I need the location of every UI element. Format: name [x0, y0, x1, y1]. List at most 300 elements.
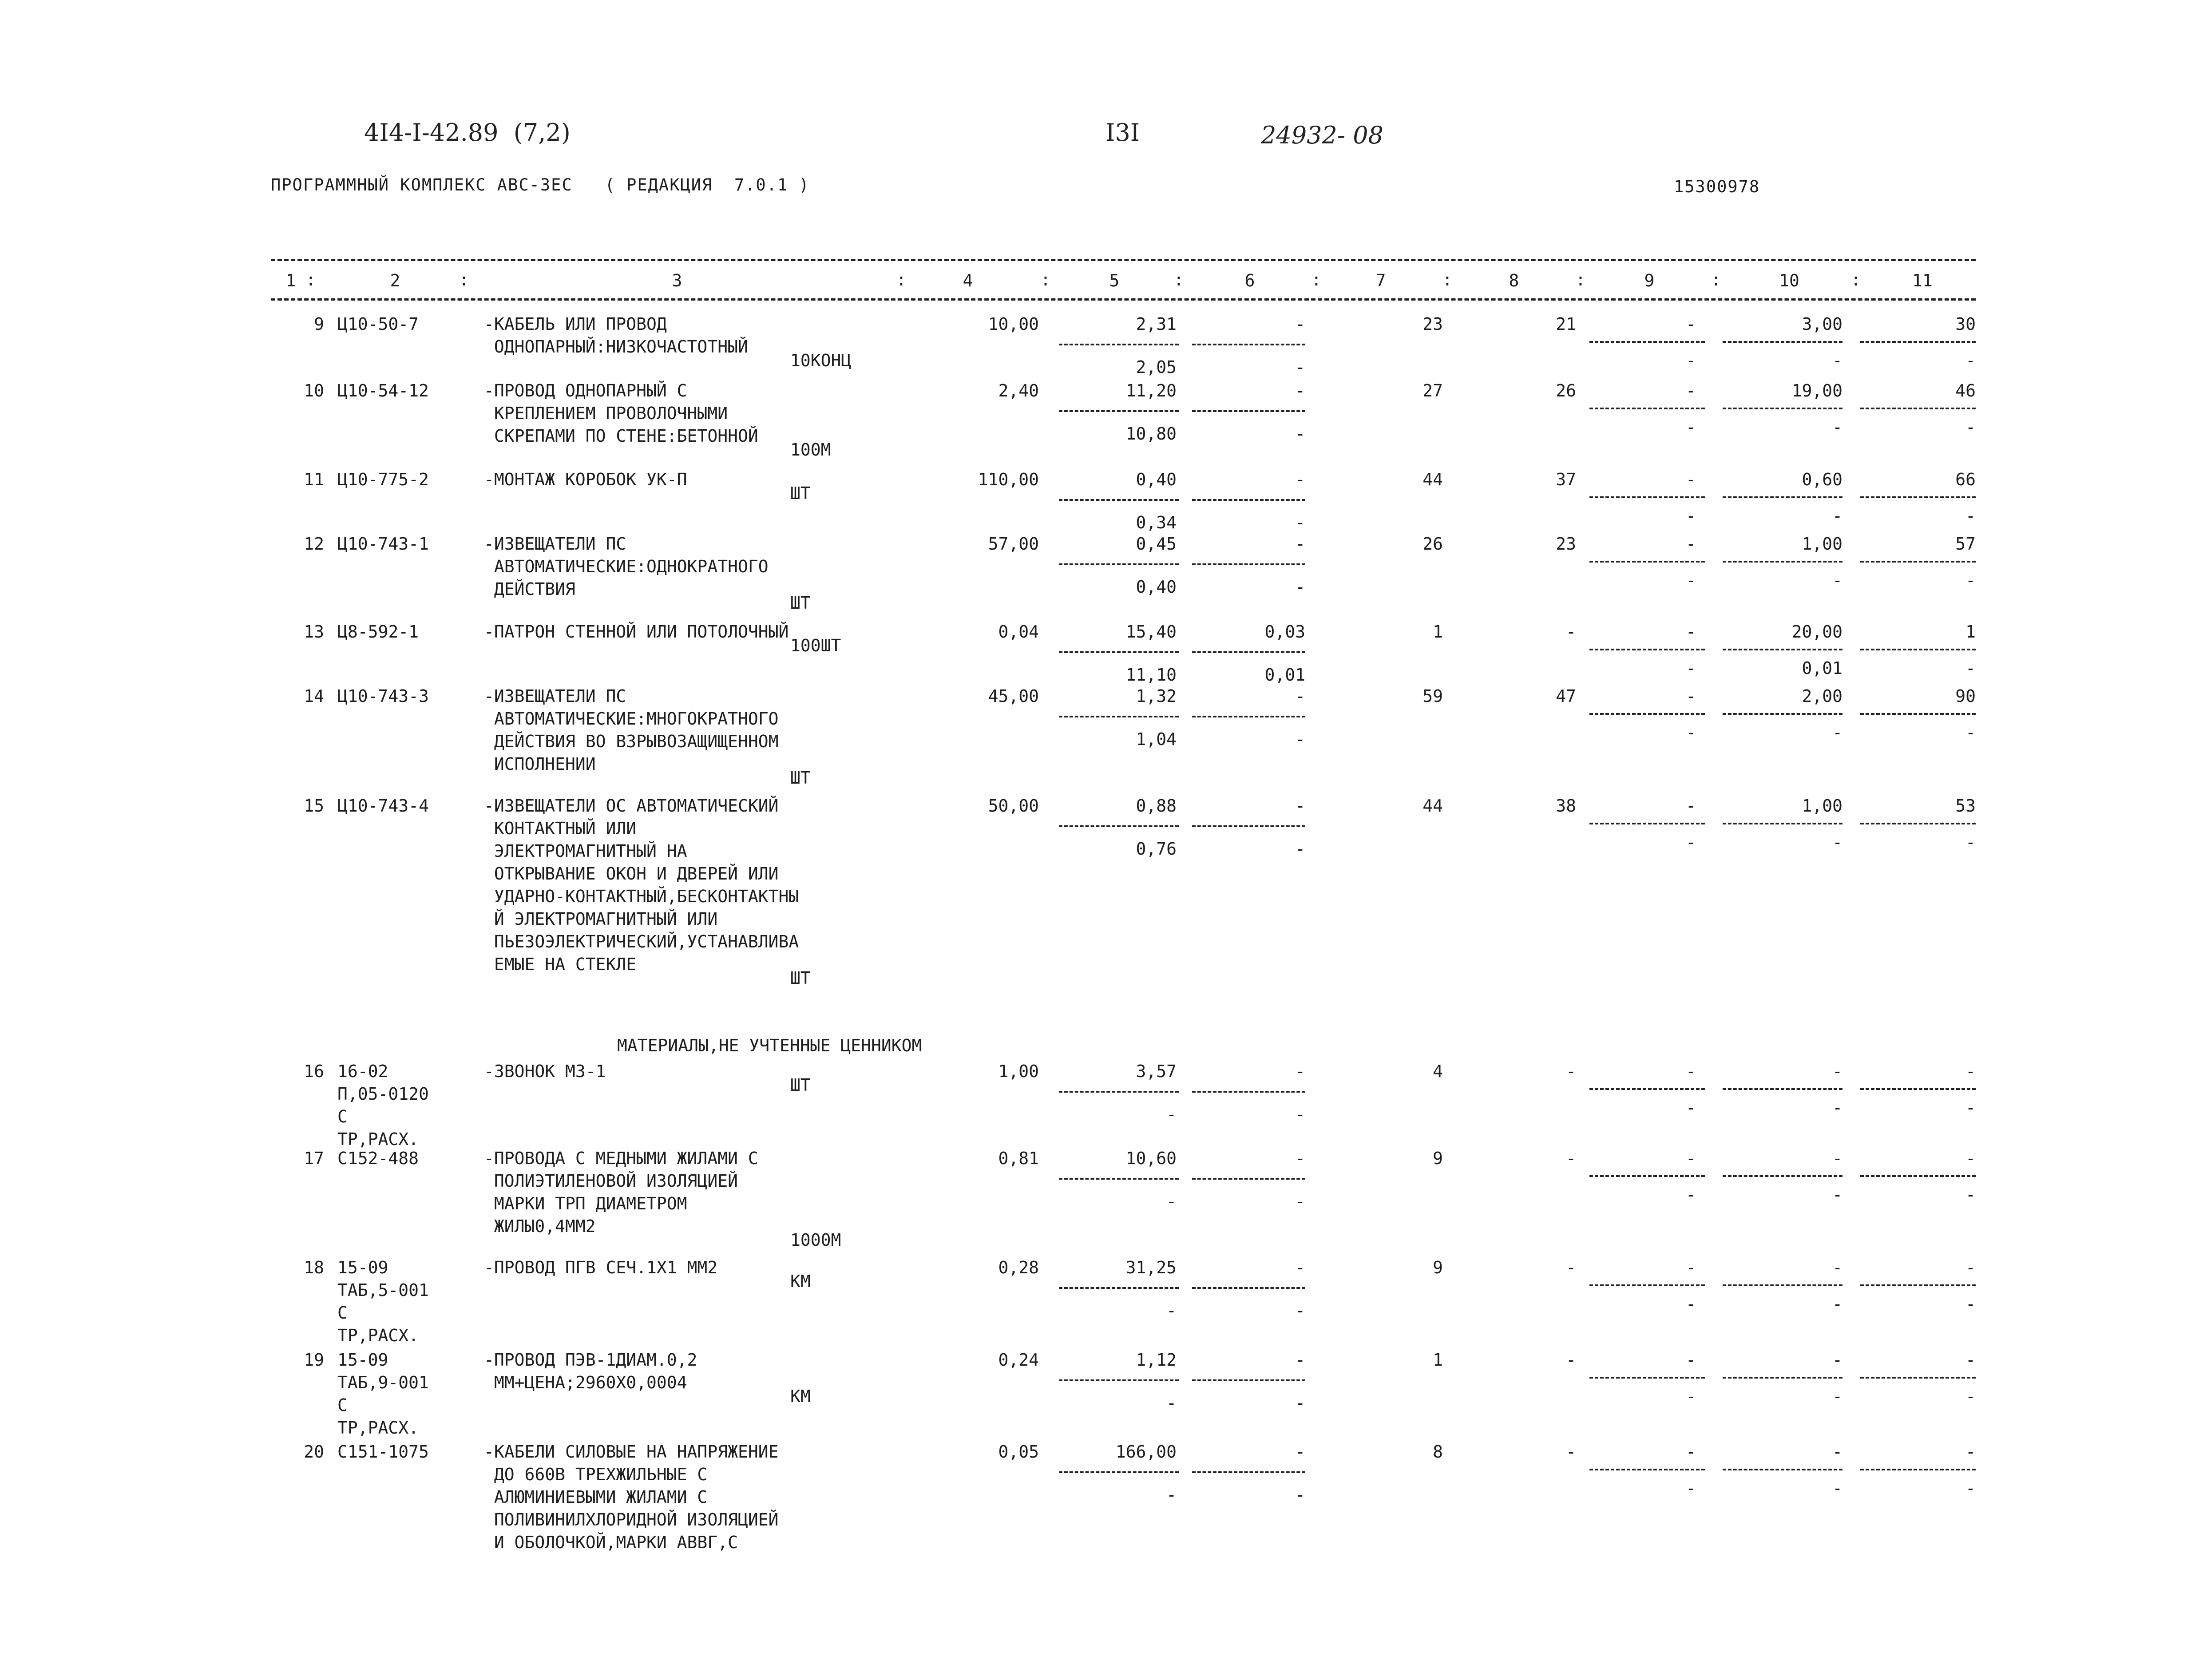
labor-total-machine: -	[1965, 1478, 1976, 1498]
subtotal-rule	[1589, 1377, 1705, 1379]
subtotal-rule	[1589, 1469, 1705, 1470]
labor-per-unit-machine: -	[1832, 1185, 1842, 1205]
subtotal-rule	[1059, 651, 1179, 653]
unit-cost-machine: -	[1295, 1149, 1305, 1168]
labor-per-unit: 0,60	[1802, 470, 1842, 489]
quantity: 10,00	[988, 314, 1039, 334]
price-code: ТАБ,5-001	[337, 1280, 429, 1300]
unit-cost-machine: -	[1295, 1258, 1305, 1277]
item-description: -ИЗВЕЩАТЕЛИ ОС АВТОМАТИЧЕСКИЙ	[484, 796, 779, 816]
item-description: ПОЛИВИНИЛХЛОРИДНОЙ ИЗОЛЯЦИЕЙ	[484, 1510, 779, 1529]
item-description: -ПРОВОД ПЭВ-1ДИАМ.0,2	[484, 1350, 697, 1370]
document-code: 4I4-I-42.89 (7,2)	[364, 119, 571, 147]
subtotal-rule	[1723, 496, 1842, 498]
total-machine: -	[1686, 381, 1696, 400]
labor-per-unit: -	[1832, 1149, 1842, 1168]
subtotal-rule	[1589, 496, 1705, 498]
subtotal-rule	[1059, 1471, 1179, 1473]
labor-total: 30	[1955, 314, 1976, 334]
row-number: 13	[304, 622, 324, 642]
item-description: КОНТАКТНЫЙ ИЛИ	[484, 819, 637, 838]
unit-cost-wage: 0,76	[1136, 839, 1177, 859]
unit: КМ	[790, 1387, 811, 1406]
labor-per-unit: 3,00	[1802, 314, 1842, 334]
unit-cost-machine: -	[1295, 1350, 1305, 1370]
labor-per-unit-machine: -	[1832, 506, 1842, 526]
item-description: ЖИЛЫ0,4ММ2	[484, 1216, 596, 1236]
labor-per-unit-machine: 0,01	[1802, 658, 1842, 678]
unit-cost-machine: -	[1295, 314, 1305, 334]
item-description: -КАБЕЛЬ ИЛИ ПРОВОД	[484, 314, 667, 334]
labor-per-unit-machine: -	[1832, 1098, 1842, 1117]
row-number: 9	[314, 314, 324, 334]
total-wage: -	[1566, 1350, 1576, 1370]
labor-total-machine: -	[1965, 1387, 1976, 1406]
subtotal-rule	[1589, 408, 1705, 409]
labor-total-machine: -	[1965, 571, 1976, 590]
price-code: 15-09	[337, 1258, 388, 1277]
subtotal-rule	[1723, 1175, 1842, 1177]
price-code: 15-09	[337, 1350, 388, 1370]
labor-total: 66	[1955, 470, 1976, 489]
labor-total: -	[1965, 1350, 1976, 1370]
column-separator: :	[1173, 270, 1184, 289]
total-wage: 47	[1556, 686, 1576, 706]
quantity: 0,05	[998, 1442, 1039, 1462]
subtotal-rule	[1723, 823, 1842, 824]
subtotal-rule	[1860, 1377, 1976, 1379]
total-cost: 1	[1433, 622, 1443, 642]
unit-cost-wage: 2,05	[1136, 357, 1177, 377]
unit-cost-wage: 0,34	[1136, 513, 1177, 532]
price-code: Ц10-743-1	[337, 534, 429, 554]
price-code: Ц8-592-1	[337, 622, 419, 642]
unit-cost-machine-wage: 0,01	[1264, 665, 1305, 685]
subtotal-rule	[1059, 1379, 1179, 1381]
subtotal-rule	[1192, 825, 1305, 827]
labor-per-unit: 2,00	[1802, 686, 1842, 706]
row-number: 10	[304, 381, 324, 400]
subtotal-rule	[1860, 649, 1976, 650]
unit-cost-machine: -	[1295, 1062, 1305, 1081]
total-wage: 38	[1556, 796, 1576, 816]
total-cost: 26	[1422, 534, 1443, 554]
column-separator: :	[1711, 270, 1721, 289]
subtotal-rule	[1860, 713, 1976, 715]
item-description: ОДНОПАРНЫЙ:НИЗКОЧАСТОТНЫЙ	[484, 337, 748, 357]
total-machine: -	[1686, 1149, 1696, 1168]
labor-total-machine: -	[1965, 417, 1976, 437]
total-wage: 23	[1556, 534, 1576, 554]
item-description: АВТОМАТИЧЕСКИЕ:МНОГОКРАТНОГО	[484, 709, 779, 729]
column-separator: :	[1040, 270, 1051, 289]
column-separator: :	[1311, 270, 1322, 289]
price-code: С151-1075	[337, 1442, 429, 1462]
total-wage: -	[1566, 1258, 1576, 1277]
unit-cost-total: 2,31	[1136, 314, 1177, 334]
subtotal-rule	[1192, 651, 1305, 653]
item-description: -ИЗВЕЩАТЕЛИ ПС	[484, 686, 626, 706]
subtotal-rule	[1860, 496, 1976, 498]
unit-cost-wage: -	[1166, 1485, 1177, 1505]
item-description: ИСПОЛНЕНИИ	[484, 754, 596, 774]
quantity: 0,81	[998, 1149, 1039, 1168]
item-description: -КАБЕЛИ СИЛОВЫЕ НА НАПРЯЖЕНИЕ	[484, 1442, 779, 1462]
row-number: 14	[304, 686, 324, 706]
total-machine-wage: -	[1686, 571, 1696, 590]
price-code: Ц10-743-4	[337, 796, 429, 816]
item-description: УДАРНО-КОНТАКТНЫЙ,БЕСКОНТАКТНЫ	[484, 887, 799, 906]
labor-per-unit-machine: -	[1832, 1387, 1842, 1406]
subtotal-rule	[1589, 713, 1705, 715]
total-cost: 9	[1433, 1149, 1443, 1168]
item-description: -ПАТРОН СТЕННОЙ ИЛИ ПОТОЛОЧНЫЙ	[484, 622, 789, 642]
total-wage: -	[1566, 1149, 1576, 1168]
unit-cost-wage: -	[1166, 1393, 1177, 1413]
labor-total-machine: -	[1965, 1185, 1976, 1205]
labor-total-machine: -	[1965, 506, 1976, 526]
labor-total-machine: -	[1965, 351, 1976, 370]
subtotal-rule	[1723, 1088, 1842, 1090]
labor-total: 1	[1965, 622, 1976, 642]
item-description: Й ЭЛЕКТРОМАГНИТНЫЙ ИЛИ	[484, 909, 718, 929]
item-description: ДЕЙСТВИЯ ВО ВЗРЫВОЗАЩИЩЕННОМ	[484, 732, 779, 751]
labor-total-machine: -	[1965, 723, 1976, 742]
subtotal-rule	[1059, 716, 1179, 717]
column-header-3: 3	[672, 271, 682, 290]
unit: ШТ	[790, 483, 811, 503]
price-code: П,05-0120	[337, 1084, 429, 1104]
subtotal-rule	[1589, 649, 1705, 650]
item-description: ОТКРЫВАНИЕ ОКОН И ДВЕРЕЙ ИЛИ	[484, 864, 779, 884]
total-machine: -	[1686, 1258, 1696, 1277]
subtotal-rule	[1589, 823, 1705, 824]
labor-total: 57	[1955, 534, 1976, 554]
total-cost: 27	[1422, 381, 1443, 400]
labor-per-unit: 1,00	[1802, 796, 1842, 816]
subtotal-rule	[1059, 1091, 1179, 1093]
quantity: 2,40	[998, 381, 1039, 400]
quantity: 45,00	[988, 686, 1039, 706]
subtotal-rule	[1192, 716, 1305, 717]
price-code: С	[337, 1303, 348, 1323]
unit-cost-wage: -	[1166, 1301, 1177, 1320]
unit-cost-total: 1,12	[1136, 1350, 1177, 1370]
quantity: 110,00	[978, 470, 1039, 489]
subtotal-rule	[1723, 1469, 1842, 1470]
subtotal-rule	[1723, 341, 1842, 343]
quantity: 1,00	[998, 1062, 1039, 1081]
total-machine: -	[1686, 1442, 1696, 1462]
item-description: АВТОМАТИЧЕСКИЕ:ОДНОКРАТНОГО	[484, 557, 769, 576]
item-description: СКРЕПАМИ ПО СТЕНЕ:БЕТОННОЙ	[484, 426, 758, 446]
total-cost: 8	[1433, 1442, 1443, 1462]
column-header-9: 9	[1644, 271, 1655, 290]
labor-total: 53	[1955, 796, 1976, 816]
total-cost: 59	[1422, 686, 1443, 706]
labor-per-unit-machine: -	[1832, 1478, 1842, 1498]
item-description: -МОНТАЖ КОРОБОК УК-П	[484, 470, 687, 489]
total-machine: -	[1686, 470, 1696, 489]
column-separator: :	[459, 270, 469, 289]
labor-total-machine: -	[1965, 1294, 1976, 1314]
unit-cost-machine-wage: -	[1295, 1301, 1305, 1320]
subtotal-rule	[1860, 408, 1976, 409]
unit: 100ШТ	[790, 636, 841, 655]
subtotal-rule	[1059, 499, 1179, 501]
subtotal-rule	[1860, 823, 1976, 824]
subtotal-rule	[1192, 1379, 1305, 1381]
item-description: -ЗВОНОК МЗ-1	[484, 1062, 606, 1081]
price-code: ТР,РАСХ.	[337, 1418, 419, 1438]
labor-per-unit: -	[1832, 1062, 1842, 1081]
subtotal-rule	[1192, 344, 1305, 345]
subtotal-rule	[1192, 1091, 1305, 1093]
unit-cost-total: 10,60	[1125, 1149, 1177, 1168]
labor-per-unit-machine: -	[1832, 723, 1842, 742]
total-machine-wage: -	[1686, 1387, 1696, 1406]
price-code: С	[337, 1107, 348, 1126]
price-code: Ц10-775-2	[337, 470, 429, 489]
unit-cost-machine-wage: -	[1295, 1192, 1305, 1211]
subtotal-rule	[1192, 1178, 1305, 1180]
unit-cost-total: 11,20	[1125, 381, 1177, 400]
subtotal-rule	[1192, 1287, 1305, 1289]
price-code: ТР,РАСХ.	[337, 1326, 419, 1345]
subtotal-rule	[1723, 1284, 1842, 1286]
row-number: 11	[304, 470, 324, 489]
total-wage: 37	[1556, 470, 1576, 489]
total-cost: 4	[1433, 1062, 1443, 1081]
subtotal-rule	[1860, 1284, 1976, 1286]
subtotal-rule	[1589, 1088, 1705, 1090]
table-top-rule	[271, 259, 1976, 261]
row-number: 19	[304, 1350, 324, 1370]
unit: 100М	[790, 440, 831, 460]
column-separator: :	[1442, 270, 1453, 289]
labor-per-unit-machine: -	[1832, 417, 1842, 437]
unit-cost-machine: -	[1295, 470, 1305, 489]
subtotal-rule	[1723, 1377, 1842, 1379]
column-header-4: 4	[963, 271, 973, 290]
total-cost: 9	[1433, 1258, 1443, 1277]
item-description: ЭЛЕКТРОМАГНИТНЫЙ НА	[484, 841, 687, 861]
unit-cost-machine-wage: -	[1295, 1485, 1305, 1505]
column-header-10: 10	[1779, 271, 1799, 290]
item-description: ДО 660В ТРЕХЖИЛЬНЫЕ С	[484, 1465, 708, 1484]
total-machine-wage: -	[1686, 1185, 1696, 1205]
total-machine-wage: -	[1686, 351, 1696, 370]
total-machine: -	[1686, 1350, 1696, 1370]
section-heading: МАТЕРИАЛЫ,НЕ УЧТЕННЫЕ ЦЕННИКОМ	[617, 1036, 922, 1055]
row-number: 20	[304, 1442, 324, 1462]
total-machine: -	[1686, 622, 1696, 642]
item-description: -ИЗВЕЩАТЕЛИ ПС	[484, 534, 626, 554]
item-description: ПОЛИЭТИЛЕНОВОЙ ИЗОЛЯЦИЕЙ	[484, 1171, 738, 1191]
total-wage: -	[1566, 622, 1576, 642]
unit-cost-total: 3,57	[1136, 1062, 1177, 1081]
subtotal-rule	[1589, 1284, 1705, 1286]
subtotal-rule	[1723, 713, 1842, 715]
price-code: ТАБ,9-001	[337, 1373, 429, 1392]
labor-per-unit-machine: -	[1832, 571, 1842, 590]
total-cost: 44	[1422, 470, 1443, 489]
subtotal-rule	[1723, 649, 1842, 650]
total-cost: 23	[1422, 314, 1443, 334]
labor-per-unit-machine: -	[1832, 1294, 1842, 1314]
item-description: -ПРОВОД ОДНОПАРНЫЙ С	[484, 381, 687, 400]
unit-cost-machine-wage: -	[1295, 577, 1305, 597]
row-number: 18	[304, 1258, 324, 1277]
unit-cost-wage: 0,40	[1136, 577, 1177, 597]
quantity: 50,00	[988, 796, 1039, 816]
price-code: Ц10-743-3	[337, 686, 429, 706]
program-title: ПРОГРАММНЫЙ КОМПЛЕКС АВС-3ЕС ( РЕДАКЦИЯ 7.0.1 )	[271, 175, 810, 194]
labor-per-unit: -	[1832, 1350, 1842, 1370]
column-header-2: 2	[390, 271, 400, 290]
item-description: МАРКИ ТРП ДИАМЕТРОМ	[484, 1194, 687, 1213]
table-header-rule	[271, 298, 1976, 301]
unit: ШТ	[790, 768, 811, 788]
total-cost: 1	[1433, 1350, 1443, 1370]
quantity: 0,04	[998, 622, 1039, 642]
unit-cost-machine: -	[1295, 796, 1305, 816]
labor-total: -	[1965, 1149, 1976, 1168]
unit-cost-machine-wage: -	[1295, 1393, 1305, 1413]
column-header-7: 7	[1375, 271, 1386, 290]
column-header-5: 5	[1109, 271, 1120, 290]
unit-cost-machine-wage: -	[1295, 1105, 1305, 1124]
labor-total: -	[1965, 1258, 1976, 1277]
price-code: Ц10-50-7	[337, 314, 419, 334]
subtotal-rule	[1059, 1178, 1179, 1180]
unit-cost-total: 0,45	[1136, 534, 1177, 554]
total-machine: -	[1686, 1062, 1696, 1081]
row-number: 12	[304, 534, 324, 554]
unit: КМ	[790, 1272, 811, 1291]
row-number: 15	[304, 796, 324, 816]
total-cost: 44	[1422, 796, 1443, 816]
item-description: ПЬЕЗОЭЛЕКТРИЧЕСКИЙ,УСТАНАВЛИВА	[484, 932, 799, 951]
unit-cost-wage: 10,80	[1125, 424, 1177, 444]
subtotal-rule	[1192, 499, 1305, 501]
document-id: 15300978	[1674, 177, 1760, 196]
labor-total: 46	[1955, 381, 1976, 400]
unit-cost-wage: -	[1166, 1192, 1177, 1211]
page-number: I3I	[1105, 119, 1140, 147]
unit-cost-machine-wage: -	[1295, 839, 1305, 859]
item-description: -ПРОВОДА С МЕДНЫМИ ЖИЛАМИ С	[484, 1149, 758, 1168]
item-description: ЕМЫЕ НА СТЕКЛЕ	[484, 955, 637, 974]
labor-total-machine: -	[1965, 832, 1976, 852]
total-wage: 21	[1556, 314, 1576, 334]
price-code: 16-02	[337, 1062, 388, 1081]
total-machine-wage: -	[1686, 1294, 1696, 1314]
column-separator: :	[896, 270, 907, 289]
total-machine-wage: -	[1686, 832, 1696, 852]
unit-cost-machine-wage: -	[1295, 357, 1305, 377]
unit-cost-total: 31,25	[1125, 1258, 1177, 1277]
unit: ШТ	[790, 968, 811, 988]
item-description: ММ+ЦЕНА;2960Х0,0004	[484, 1373, 687, 1392]
column-header-6: 6	[1244, 271, 1255, 290]
total-machine-wage: -	[1686, 506, 1696, 526]
unit-cost-machine: -	[1295, 686, 1305, 706]
subtotal-rule	[1059, 1287, 1179, 1289]
total-machine: -	[1686, 686, 1696, 706]
subtotal-rule	[1723, 408, 1842, 409]
unit-cost-machine: 0,03	[1264, 622, 1305, 642]
row-number: 16	[304, 1062, 324, 1081]
subtotal-rule	[1723, 561, 1842, 563]
subtotal-rule	[1589, 341, 1705, 343]
unit-cost-total: 0,40	[1136, 470, 1177, 489]
unit: 10КОНЦ	[790, 351, 852, 370]
subtotal-rule	[1860, 1469, 1976, 1470]
unit-cost-machine: -	[1295, 381, 1305, 400]
labor-per-unit: 20,00	[1791, 622, 1842, 642]
subtotal-rule	[1192, 563, 1305, 565]
item-description: АЛЮМИНИЕВЫМИ ЖИЛАМИ С	[484, 1487, 708, 1507]
subtotal-rule	[1589, 561, 1705, 563]
labor-total-machine: -	[1965, 1098, 1976, 1117]
item-description: ДЕЙСТВИЯ	[484, 579, 575, 599]
column-header-1: 1	[285, 271, 296, 290]
unit-cost-wage: 11,10	[1125, 665, 1177, 685]
quantity: 0,24	[998, 1350, 1039, 1370]
subtotal-rule	[1059, 825, 1179, 827]
labor-per-unit-machine: -	[1832, 832, 1842, 852]
subtotal-rule	[1589, 1175, 1705, 1177]
quantity: 57,00	[988, 534, 1039, 554]
labor-total-machine: -	[1965, 658, 1976, 678]
subtotal-rule	[1059, 563, 1179, 565]
subtotal-rule	[1059, 410, 1179, 412]
subtotal-rule	[1192, 410, 1305, 412]
quantity: 0,28	[998, 1258, 1039, 1277]
total-machine-wage: -	[1686, 417, 1696, 437]
unit: ШТ	[790, 593, 811, 613]
labor-per-unit-machine: -	[1832, 351, 1842, 370]
unit-cost-machine: -	[1295, 1442, 1305, 1462]
subtotal-rule	[1860, 341, 1976, 343]
unit-cost-total: 1,32	[1136, 686, 1177, 706]
total-machine-wage: -	[1686, 658, 1696, 678]
subtotal-rule	[1192, 1471, 1305, 1473]
subtotal-rule	[1860, 1088, 1976, 1090]
unit-cost-machine-wage: -	[1295, 513, 1305, 532]
unit-cost-machine: -	[1295, 534, 1305, 554]
column-separator: :	[1575, 270, 1586, 289]
total-wage: -	[1566, 1062, 1576, 1081]
labor-per-unit: 1,00	[1802, 534, 1842, 554]
unit-cost-machine-wage: -	[1295, 424, 1305, 444]
labor-total: -	[1965, 1442, 1976, 1462]
labor-per-unit: -	[1832, 1258, 1842, 1277]
column-separator: :	[305, 270, 316, 289]
total-machine-wage: -	[1686, 1098, 1696, 1117]
unit-cost-wage: -	[1166, 1105, 1177, 1124]
total-wage: -	[1566, 1442, 1576, 1462]
subtotal-rule	[1059, 344, 1179, 345]
price-code: ТР,РАСХ.	[337, 1129, 419, 1149]
item-description: И ОБОЛОЧКОЙ,МАРКИ АВВГ,С	[484, 1533, 738, 1552]
labor-per-unit: -	[1832, 1442, 1842, 1462]
total-machine: -	[1686, 534, 1696, 554]
unit-cost-wage: 1,04	[1136, 729, 1177, 749]
item-description: -ПРОВОД ПГВ СЕЧ.1Х1 ММ2	[484, 1258, 718, 1277]
total-machine: -	[1686, 796, 1696, 816]
